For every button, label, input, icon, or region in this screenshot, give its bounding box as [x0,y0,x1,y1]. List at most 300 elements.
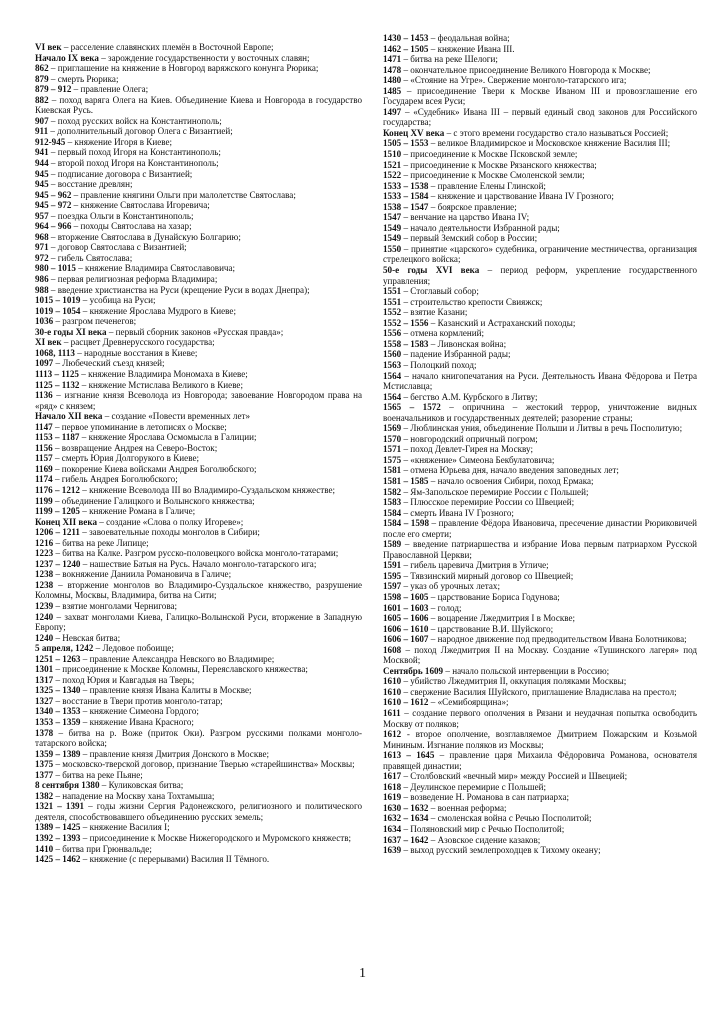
timeline-entry [383,423,697,434]
entry-text: – покорение Киева войсками Андрея Боголюбского; [52,463,257,474]
timeline-entry [383,128,697,139]
timeline-entry [35,285,362,296]
timeline-entry [35,801,362,822]
entry-text: – Деулинское перемирие с Польшей; [401,781,547,792]
entry-date: 1597 [383,581,402,592]
timeline-entry [383,845,697,856]
timeline-entry [35,633,362,644]
timeline-entry [383,592,697,603]
timeline-entry [35,232,362,243]
entry-date: 1630 – 1632 [383,802,429,813]
entry-date: 1125 – 1132 [35,379,80,390]
entry-date: 1325 – 1340 [35,685,81,696]
entry-date: 1238 [35,569,54,580]
entry-date: 1575 [383,454,402,465]
entry-date: 1563 [383,359,402,370]
entry-date: 1430 – 1453 [383,33,429,43]
entry-date: 1378 [35,727,54,738]
entry-date: 1156 [35,442,53,453]
timeline-entry [35,358,362,369]
entry-text: – поход Лжедмитрия II на Москву. Создание «Тушинского лагеря» под Москвой; [383,644,697,666]
entry-text: – нападение на Москву хана Тохтамыша; [53,790,215,801]
entry-date: 1564 [383,370,402,381]
entry-text: – правление Олега; [71,84,149,95]
timeline-entry [35,242,362,253]
timeline-entry [35,464,362,475]
timeline-entry [35,601,362,612]
entry-date: 1377 [35,769,54,780]
entry-date: 1634 [383,824,402,835]
entry-text: – первый сборник законов «Русская правда»; [106,326,284,337]
entry-date: 972 [35,252,49,263]
timeline-entry [383,44,697,55]
entry-text: – зарождение государственности у восточных славян; [98,52,310,63]
entry-text: – правление князя Дмитрия Донского в Москве; [80,748,270,759]
entry-date: 945 – 962 [35,189,72,200]
entry-text: – присоединение к Москве Нижегородского и Муромского княжеств; [80,833,352,844]
entry-text: – царствование В.И. Шуйского; [428,623,554,634]
entry-text: – договор Святослава с Византией; [48,242,187,253]
timeline-entry [35,453,362,464]
timeline-entry [35,538,362,549]
timeline-entry [383,233,697,244]
entry-date: 1136 [35,390,53,401]
entry-text: – присоединение Твери к Москве Иваном III и провозглашение его Государем всея Руси; [383,85,697,107]
entry-text: – Любеческий съезд князей; [53,358,165,369]
entry-text: – принятие «царского» судебника, ограничение местничества, организация стрелецкого войска; [383,243,697,265]
entry-text: – «Семибоярщина»; [428,697,509,708]
timeline-entry [35,411,362,422]
entry-date: 1595 [383,570,402,581]
timeline-entry [35,728,362,749]
entry-text: – годы жизни Сергия Радонежского, религиозного и политического деятеля, способствовавшего объединению русских земель; [35,801,362,822]
entry-date: 1353 – 1359 [35,717,81,727]
timeline-entry [383,465,697,476]
entry-text: – Казанский и Астраханский походы; [428,317,576,328]
timeline-entry [35,443,362,454]
entry-text: – боярское правление; [428,201,517,212]
entry-date: Начало IX века [35,52,99,63]
entry-text: – гибель Андрея Боголюбского; [52,474,178,485]
timeline-entry [35,612,362,633]
entry-date: 1068, 1113 [35,347,75,358]
right-column [383,33,697,856]
entry-date: 1375 [35,759,54,770]
entry-text: – поход Девлет-Гирея на Москву; [401,444,533,455]
entry-text: – феодальная война; [428,33,510,43]
entry-date: 1558 – 1583 [383,338,429,349]
timeline-entry [383,244,697,265]
entry-date: 1610 [383,676,402,687]
timeline-entry [383,634,697,645]
entry-text: – княжение и царствование Ивана IV Грозного; [428,191,614,202]
entry-text: – начало книгопечатания на Руси. Деятельность Ивана Фёдорова и Петра Мстиславца; [383,370,697,392]
timeline-entry [35,74,362,85]
page-number: 1 [359,966,366,981]
entry-date: 1598 – 1605 [383,591,429,602]
timeline-entry [383,835,697,846]
entry-date: 1550 [383,243,402,254]
timeline-entry [383,560,697,571]
entry-text: – «Судебник» Ивана III – первый единый свод законов для Российского государства; [383,106,697,128]
entry-date: 945 [35,168,49,179]
entry-date: 1240 [35,611,54,622]
entry-date: 1097 [35,358,54,369]
entry-date: 1147 [35,421,53,432]
timeline-entry [35,95,362,116]
entry-text: – отмена Юрьева дня, начало введения заповедных лет; [401,465,619,476]
entry-text: – битва при Грюнвальде; [53,843,152,854]
entry-text: – княжение Ярослава Мудрого в Киеве; [80,305,236,316]
timeline-entry [35,717,362,728]
entry-text: – походы Святослава на хазар; [71,221,192,232]
entry-date: 1533 – 1584 [383,191,429,202]
entry-text: – княжение Ивана Красного; [80,717,194,727]
entry-text: – завоевательные походы монголов в Сибири; [79,527,260,538]
entry-text: – княжение Владимира Святославовича; [75,263,236,274]
timeline-entry [35,147,362,158]
entry-text: – введение патриаршества и избрание Иова первым патриархом Русской Православной Церкви; [383,539,697,560]
timeline-entry [35,390,362,411]
entry-text: – княжение Игоря в Киеве; [65,136,173,147]
entry-text: – первая религиозная реформа Владимира; [48,274,218,285]
entry-text: – московско-тверской договор, признание Тверью «старейшинства» Москвы; [53,759,355,770]
entry-date: 1113 – 1125 [35,368,79,379]
entry-date: 1560 [383,349,402,360]
entry-text: – княжение Владимира Мономаха в Киеве; [78,368,248,379]
entry-text: – присоединение к Москве Рязанского княжества; [401,159,597,170]
entry-date: 1533 – 1538 [383,180,429,191]
timeline-entry [383,318,697,329]
entry-text: – битва на р. Воже (приток Оки). Разгром русскими полками монголо-татарского войска; [35,727,362,749]
entry-date: 1497 [383,106,402,117]
entry-date: 1639 [383,845,402,856]
timeline-entry [383,803,697,814]
timeline-entry [35,548,362,559]
timeline-entry [35,770,362,781]
entry-date: 1425 – 1462 [35,854,81,865]
timeline-entry [35,295,362,306]
entry-date: 1237 – 1240 [35,558,81,569]
entry-date: 1589 [383,539,402,550]
entry-date: 1340 – 1353 [35,706,81,717]
entry-text: – окончательное присоединение Великого Новгорода к Москве; [401,64,651,75]
timeline-entry [35,643,362,654]
entry-date: 5 апреля, 1242 [35,643,94,654]
entry-text: – объединение Галицкого и Волынского княжества; [52,495,255,506]
entry-date: 1036 [35,316,54,327]
entry-text: – Поляновский мир с Речью Посполитой; [401,824,565,835]
entry-date: 1583 [383,497,402,508]
entry-text: – Полоцкий поход; [401,359,477,370]
entry-date: 879 – 912 [35,84,72,95]
timeline-entry [35,569,362,580]
entry-date: 1637 – 1642 [383,834,429,845]
entry-text: – «Стояние на Угре». Свержение монголо-татарского ига; [401,75,627,86]
entry-date: 1556 [383,328,402,339]
entry-text: – присоединение к Москве Коломны, Переяславского княжества; [53,664,308,675]
entry-date: 1584 – 1598 [383,518,429,529]
timeline-entry [35,791,362,802]
entry-date: 1169 [35,463,53,474]
entry-text: – с этого времени государство стало называться Россией; [444,127,669,138]
entry-date: 944 [35,158,49,169]
timeline-entry [383,645,697,666]
timeline-entry [383,107,697,128]
entry-date: VI век [35,42,62,52]
entry-date: 1552 – 1556 [383,317,429,328]
entry-date: 1565 – 1572 [383,402,441,413]
entry-text: – народное движение под предводительством Ивана Болотникова; [428,634,687,645]
timeline-entry [35,833,362,844]
entry-date: 1606 – 1607 [383,634,429,645]
entry-text: – княжение Ярослава Осмомысла в Галиции; [79,432,257,443]
timeline-entry [35,844,362,855]
entry-text: – битва на реке Шелоги; [401,54,498,65]
entry-date: 1608 [383,644,402,655]
entry-text: – создание «Повести временных лет» [102,411,251,422]
entry-date: 1581 [383,465,402,476]
entry-date: 1389 – 1425 [35,822,81,833]
timeline-entry [383,676,697,687]
timeline-entry [35,158,362,169]
entry-date: 1153 – 1187 [35,432,80,443]
timeline-entry [383,86,697,107]
entry-date: 1591 [383,560,402,571]
timeline-entry [383,508,697,519]
timeline-entry [35,221,362,232]
timeline-entry [383,65,697,76]
entry-text: – «княжение» Симеона Бекбулатовича; [401,454,555,465]
entry-text: – правление царя Михаила Фёдоровича Романова, основателя правящей династии; [383,750,698,771]
timeline-entry [35,749,362,760]
entry-text: – княжение (с перерывами) Василия II Тёмного. [80,854,270,865]
entry-text: – указ об урочных летах; [401,581,501,592]
timeline-entry [35,84,362,95]
timeline-entry [35,348,362,359]
entry-date: 1571 [383,444,402,455]
entry-text: – Ледовое побоище; [93,643,174,654]
entry-text: – возведение Н. Романова в сан патриарха; [401,792,570,803]
entry-date: 1617 [383,771,402,782]
entry-text: – присоединение к Москве Смоленской земли; [401,170,585,181]
timeline-entry [383,360,697,371]
entry-date: 941 [35,147,49,158]
entry-date: 1632 – 1634 [383,813,429,824]
timeline-entry [35,474,362,485]
entry-text: – смерть Рюрика; [48,73,119,84]
timeline-entry [383,792,697,803]
timeline-entry [35,696,362,707]
entry-text: – княжение Василия I; [80,822,170,833]
entry-text: – выход русский землепроходцев к Тихому океану; [401,845,601,856]
entry-date: 1606 – 1610 [383,623,429,634]
entry-date: 1610 [383,686,402,697]
timeline-entry [35,137,362,148]
entry-date: 1015 – 1019 [35,295,81,306]
timeline-entry [35,675,362,686]
entry-text: – первое упоминание в летописях о Москве; [52,421,227,432]
entry-date: 945 – 972 [35,200,72,211]
entry-date: 1327 [35,695,54,706]
entry-text: – военная реформа; [428,802,507,813]
timeline-entry [383,212,697,223]
timeline-entry [383,487,697,498]
entry-text: – княжение Симеона Гордого; [80,706,199,717]
entry-text: – период реформ, укрепление государственного управления; [383,265,698,286]
timeline-entry [383,539,697,560]
entry-text: – Стоглавый собор; [401,286,479,297]
entry-text: – поход Юрия и Кавгадыя на Тверь; [53,674,195,685]
entry-text: – княжение Святослава Игоревича; [71,200,210,211]
timeline-entry [383,782,697,793]
timeline-entry [35,506,362,517]
timeline-entry [35,664,362,675]
timeline-entry [383,160,697,171]
timeline-entry [35,496,362,507]
entry-text: – нашествие Батыя на Русь. Начало монголо-татарского ига; [80,558,317,569]
entry-text: – битва на Калке. Разгром русско-половецкого войска монголо-татарами; [53,548,339,559]
entry-text: – княжение Мстислава Великого в Киеве; [79,379,244,390]
entry-text: – присоединение к Москве Псковской земле; [401,149,578,160]
entry-text: – правление Елены Глинской; [428,180,546,191]
entry-date: Сентябрь 1609 [383,665,444,676]
entry-text: – великое Владимирское и Московское княжение Василия III; [428,138,671,149]
timeline-entry [383,297,697,308]
timeline-entry [35,274,362,285]
timeline-entry [35,53,362,64]
timeline-entry [35,422,362,433]
entry-date: 1359 – 1389 [35,748,81,759]
entry-text: – венчание на царство Ивана IV; [401,212,530,223]
entry-date: 971 [35,242,49,253]
timeline-entry [35,337,362,348]
entry-date: 1505 – 1553 [383,138,429,149]
timeline-entry [383,54,697,65]
entry-date: 1612 [383,729,402,740]
entry-date: 1240 [35,632,54,643]
entry-date: 50-е годы XVI века [383,265,480,276]
timeline-entry [35,263,362,274]
entry-text: – смерть Юрия Долгорукого в Киеве; [52,453,200,464]
timeline-entry [383,138,697,149]
timeline-entry [35,432,362,443]
entry-date: 1251 – 1263 [35,653,81,664]
entry-date: 1510 [383,149,402,160]
entry-date: 986 [35,274,49,285]
entry-text: – народные восстания в Киеве; [74,347,198,358]
entry-date: 1321 – 1391 [35,801,85,812]
entry-date: 1317 [35,674,54,685]
timeline-entry [383,328,697,339]
entry-date: 988 [35,284,49,295]
entry-text: – свержение Василия Шуйского, приглашение Владислава на престол; [401,686,677,697]
entry-text: – начало освоения Сибири, поход Ермака; [428,475,594,486]
entry-date: 1611 [383,708,401,718]
entry-date: 964 – 966 [35,221,72,232]
entry-date: 1239 [35,600,54,611]
entry-text: – правление Александра Невского во Владимире; [80,653,275,664]
entry-date: 1410 [35,843,54,854]
entry-text: – правление Фёдора Ивановича, пресечение династии Рюриковичей после его смерти; [383,518,698,539]
entry-text: – правление княгини Ольги при малолетстве Святослава; [71,189,296,200]
entry-date: 1176 – 1212 [35,484,80,495]
timeline-entry [383,476,697,487]
entry-text: – убийство Лжедмитрия II, оккупация поляками Москвы; [401,676,627,687]
entry-text: – возвращение Андрея на Северо-Восток; [52,442,218,453]
entry-text: – расселение славянских племён в Восточной Европе; [61,42,274,52]
timeline-entry [35,179,362,190]
timeline-entry [35,527,362,538]
timeline-entry [35,517,362,528]
entry-date: 1521 [383,159,402,170]
entry-text: – голод; [428,602,462,613]
timeline-entry [383,444,697,455]
entry-date: 945 [35,179,49,190]
entry-text: – вторжение монголов во Владимиро-Суздальское княжество, разрушение Коломны, Москвы, Владимира, битва на Сити; [35,579,362,601]
entry-text: – приглашение на княжение в Новгород варяжского конунга Рюрика; [48,63,319,74]
timeline-entry [383,191,697,202]
timeline-entry [383,402,697,423]
entry-date: 1392 – 1393 [35,833,81,844]
timeline-entry [383,581,697,592]
entry-date: 1174 [35,474,53,485]
timeline-entry [383,265,697,286]
entry-text: – первый поход Игоря на Константинополь; [48,147,221,158]
entry-date: 911 [35,126,49,137]
entry-text: – княжение Ивана III. [428,43,515,54]
timeline-entry [383,613,697,624]
entry-date: 862 [35,63,49,74]
timeline-entry [383,624,697,635]
entry-text: – начало польской интервенции в Россию; [443,665,610,676]
entry-text: – поход русских войск на Константинополь; [48,115,222,126]
entry-text: – опричнина – жестокий террор, уничтожение видных военачальников и государственных деятелей; разорение страны; [383,402,697,423]
entry-date: 8 сентября 1380 [35,780,100,791]
entry-text: – захват монголами Киева, Галицко-Волынской Руси, вторжение в Западную Европу; [35,611,362,633]
timeline-entry [35,327,362,338]
entry-date: 1582 [383,486,402,497]
timeline-entry [383,497,697,508]
entry-text: – восстание в Твери против монголо-татар; [53,695,223,706]
entry-text: – первый Земский собор в России; [401,233,538,244]
timeline-entry [35,369,362,380]
entry-text: – гибель царевича Дмитрия в Угличе; [401,560,549,571]
entry-text: – отмена кормлений; [401,328,485,339]
entry-date: 1199 [35,495,53,506]
timeline-entry [35,126,362,137]
timeline-entry [383,392,697,403]
entry-text: – воцарение Лжедмитрия I в Москве; [428,613,576,624]
entry-date: Конец XII века [35,516,97,527]
entry-text: – создание первого ополчения в Рязани и неудачная попытка освободить Москву от поляков; [383,708,697,729]
timeline-entry [35,706,362,717]
timeline-entry [383,434,697,445]
entry-date: XI век [35,337,62,348]
timeline-entry [383,371,697,392]
timeline-entry [383,750,697,771]
entry-date: 1485 [383,85,402,96]
entry-date: 1206 – 1211 [35,527,80,538]
entry-text: – Столбовский «вечный мир» между Россией и Швецией; [401,771,628,782]
entry-date: 1199 – 1205 [35,506,80,517]
entry-date: 1538 – 1547 [383,201,429,212]
timeline-entry [35,759,362,770]
entry-text: – разгром печенегов; [53,316,137,327]
entry-text: – княжение Всеволода III во Владимиро-Суздальском княжестве; [79,484,336,495]
entry-text: – Ливонская война; [428,338,507,349]
entry-text: – царствование Бориса Годунова; [428,591,560,602]
